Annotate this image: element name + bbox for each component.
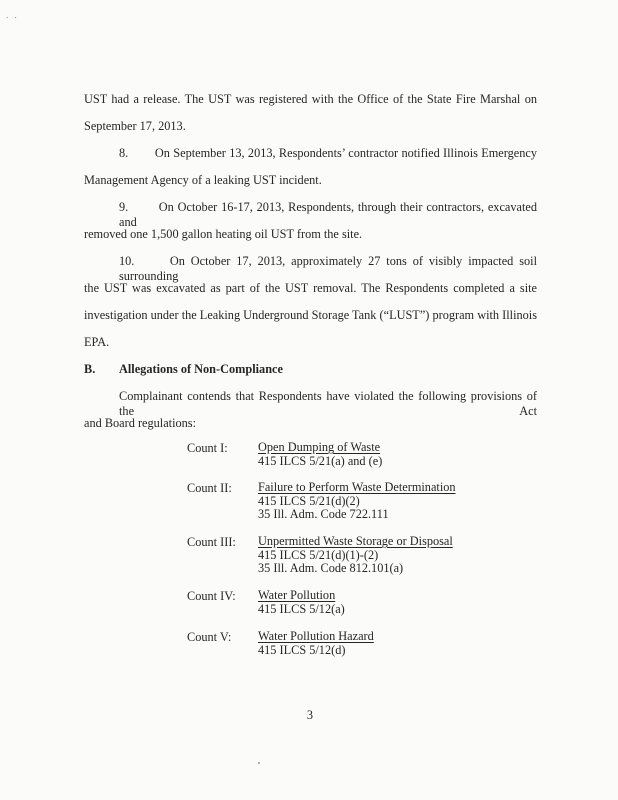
count-label: Count II: xyxy=(187,481,232,495)
scan-speck xyxy=(258,762,260,764)
count-title: Water Pollution xyxy=(258,588,336,602)
count-label: Count V: xyxy=(187,630,232,644)
paragraph-10-line-1: 10. On October 17, 2013, approximately 27 tons of visibly impacted soil surrounding xyxy=(119,254,537,283)
paragraph-10-line-4: EPA. xyxy=(84,335,110,349)
count-title: Open Dumping of Waste xyxy=(258,440,381,454)
count-detail xyxy=(258,589,345,616)
count-title: Water Pollution Hazard xyxy=(258,629,374,643)
paragraph-9-line-1: 9. On October 16-17, 2013, Respondents, through their contractors, excavated and xyxy=(119,200,537,229)
paragraph-7-line-2: September 17, 2013. xyxy=(84,119,186,133)
paragraph-7-line-1: UST had a release. The UST was registered with the Office of the State Fire Marshal on xyxy=(84,92,537,106)
paragraph-9-line-2: removed one 1,500 gallon heating oil UST from the site. xyxy=(84,227,363,241)
count-detail xyxy=(258,441,382,468)
count-citation: 415 ILCS 5/12(d) xyxy=(258,642,346,657)
paragraph-8-line-1: 8. On September 13, 2013, Respondents’ contractor notified Illinois Emergency xyxy=(119,146,537,160)
scan-marks: . . xyxy=(6,10,19,20)
section-title: Allegations of Non-Compliance xyxy=(119,362,283,376)
count-citation: 35 Ill. Adm. Code 722.111 xyxy=(258,507,389,521)
count-detail xyxy=(258,481,456,522)
paragraph-10-line-3: investigation under the Leaking Underground Storage Tank (“LUST”) program with Illinois xyxy=(84,308,537,322)
count-detail xyxy=(258,535,453,576)
count-detail xyxy=(258,630,374,657)
count-title: Unpermitted Waste Storage or Disposal xyxy=(258,534,453,548)
count-title: Failure to Perform Waste Determination xyxy=(258,480,456,494)
count-citation: 415 ILCS 5/21(a) and (e) xyxy=(258,453,383,468)
count-citation: 415 ILCS 5/21(d)(1)-(2) xyxy=(258,547,379,562)
paragraph-10-line-2: the UST was excavated as part of the UST removal. The Respondents completed a site xyxy=(84,281,537,295)
paragraph-8-line-2: Management Agency of a leaking UST incident. xyxy=(84,173,322,187)
page-number: 3 xyxy=(306,708,314,722)
count-citation: 35 Ill. Adm. Code 812.101(a) xyxy=(258,561,404,575)
section-heading xyxy=(84,362,537,377)
count-label: Count III: xyxy=(187,535,236,549)
count-citation: 415 ILCS 5/12(a) xyxy=(258,601,345,616)
count-citation: 415 ILCS 5/21(d)(2) xyxy=(258,493,360,508)
count-label: Count I: xyxy=(187,441,228,455)
count-label: Count IV: xyxy=(187,589,236,603)
section-letter: B. xyxy=(84,362,96,376)
intro-line-1: Complainant contends that Respondents have violated the following provisions of the Act xyxy=(119,389,537,418)
intro-line-2: and Board regulations: xyxy=(84,416,197,430)
